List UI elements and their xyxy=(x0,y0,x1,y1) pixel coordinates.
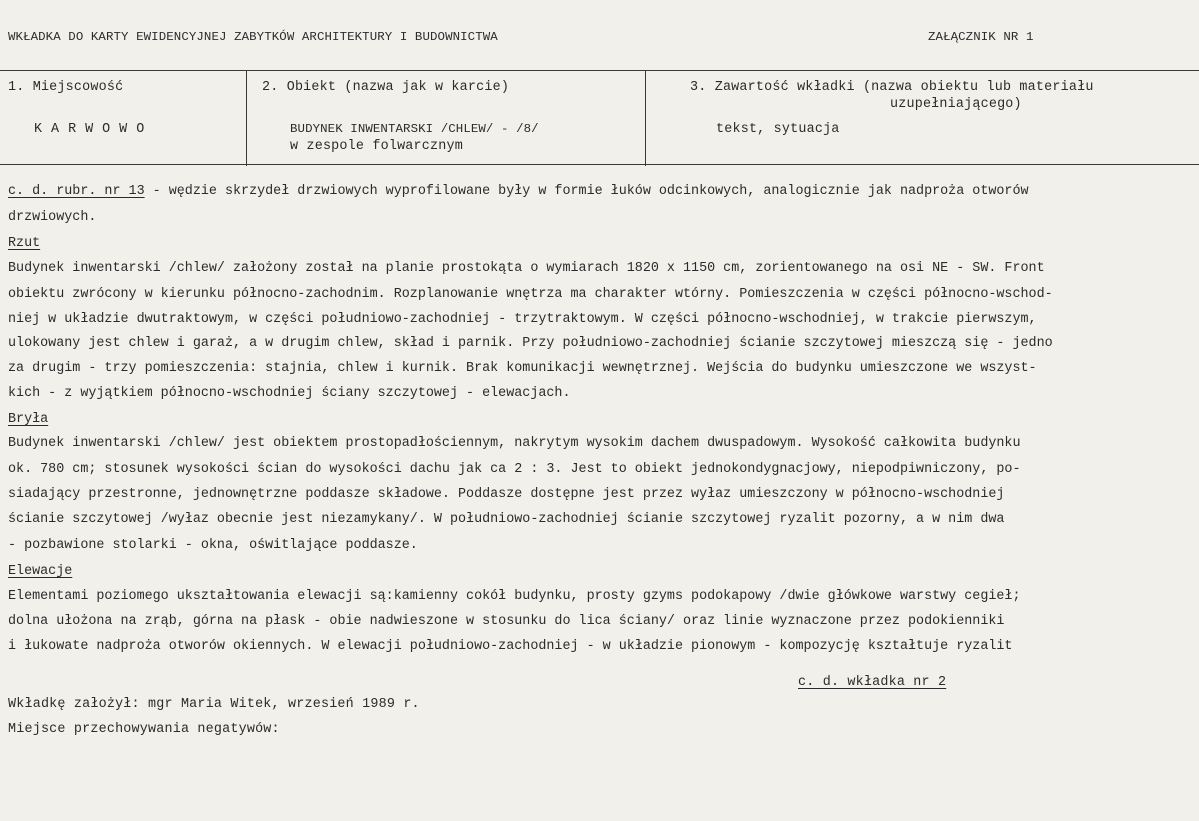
object-value-sub: w zespole folwarcznym xyxy=(290,139,463,154)
elewacje-line: dolna ułożona na zrąb, górna na płask - obie nadwieszone w stosunku do lica ściany/ oraz linie wyznaczone przez podokienniki xyxy=(8,614,1005,629)
object-label: 2. Obiekt (nazwa jak w karcie) xyxy=(262,80,510,95)
locality-label: 1. Miejscowość xyxy=(8,80,124,95)
section-heading-bryla: Bryła xyxy=(8,412,49,427)
bryla-line: ok. 780 cm; stosunek wysokości ścian do wysokości dachu jak ca 2 : 3. Jest to obiekt jednokondygnacjowy, niepodpiwniczony, po- xyxy=(8,462,1021,477)
rzut-line: ulokowany jest chlew i garaż, a w drugim chlew, skład i parnik. Przy południowo-zachodniej ścianie szczytowej mieszczą się - jedno xyxy=(8,336,1053,351)
elewacje-line: Elementami poziomego ukształtowania elewacji są:kamienny cokół budynku, prosty gzyms podokapowy /dwie główkowe warstwy cegieł; xyxy=(8,589,1021,604)
rzut-line: niej w układzie dwutraktowym, w części południowo-zachodniej - trzytraktowym. W części północno-wschodniej, w trakcie pierwszym, xyxy=(8,312,1037,327)
column-divider-2 xyxy=(645,70,646,166)
author-line: Wkładkę założył: mgr Maria Witek, wrzesień 1989 r. xyxy=(8,697,420,712)
contents-label: 3. Zawartość wkładki (nazwa obiektu lub materiału xyxy=(690,80,1094,95)
card-title: WKŁADKA DO KARTY EWIDENCYJNEJ ZABYTKÓW ARCHITEKTURY I BUDOWNICTWA xyxy=(8,30,498,44)
top-rule xyxy=(0,70,1199,71)
rzut-line: za drugim - trzy pomieszczenia: stajnia, chlew i kurnik. Brak komunikacji wewnętrznej. Wejścia do budynku umieszczone we wszyst- xyxy=(8,361,1037,376)
bryla-line: ścianie szczytowej /wyłaz obecnie jest niezamykany/. W południowo-zachodniej ścianie szczytowej ryzalit pozorny, a w nim dwa xyxy=(8,512,1005,527)
bryla-line: - pozbawione stolarki - okna, oświtlające poddasze. xyxy=(8,538,418,553)
bryla-line: Budynek inwentarski /chlew/ jest obiektem prostopadłościennym, nakrytym wysokim dachem dwuspadowym. Wysokość całkowita budynku xyxy=(8,436,1021,451)
reference-label: c. d. rubr. nr 13 xyxy=(8,184,145,199)
rzut-line: obiektu zwrócony w kierunku północno-zachodnim. Rozplanowanie wnętrza ma charakter wtórny. Pomieszczenia w części północno-wschod- xyxy=(8,287,1053,302)
section-heading-rzut: Rzut xyxy=(8,236,41,251)
bryla-line: siadający przestronne, jednownętrzne poddasze składowe. Poddasze dostępne jest przez wyłaz umieszczony w północno-wschodniej xyxy=(8,487,1005,502)
object-value: BUDYNEK INWENTARSKI /CHLEW/ - /8/ xyxy=(290,122,539,136)
locality-value: KARWOWO xyxy=(34,122,154,137)
elewacje-line: i łukowate nadproża otworów okiennych. W elewacji południowo-zachodniej - w układzie pionowym - kompozycję kształtuje ryzalit xyxy=(8,639,1013,654)
column-divider-1 xyxy=(246,70,247,166)
body-line-1 xyxy=(8,179,1193,205)
body-line-1-text: - wędzie skrzydeł drzwiowych wyprofilowane były w formie łuków odcinkowych, analogicznie jak nadproża otworów xyxy=(144,184,1029,199)
contents-value: tekst, sytuacja xyxy=(716,122,840,137)
section-heading-elewacje: Elewacje xyxy=(8,564,73,579)
contents-label-cont: uzupełniającego) xyxy=(890,97,1022,112)
rzut-line: Budynek inwentarski /chlew/ założony został na planie prostokąta o wymiarach 1820 x 1150 cm, zorientowanego na osi NE - SW. Front xyxy=(8,261,1045,276)
rzut-line: kich - z wyjątkiem północno-wschodniej ściany szczytowej - elewacjach. xyxy=(8,386,571,401)
continuation-note: c. d. wkładka nr 2 xyxy=(798,675,947,690)
body-line-2: drzwiowych. xyxy=(8,210,97,225)
form-bottom-rule xyxy=(0,164,1199,165)
annex-number: ZAŁĄCZNIK NR 1 xyxy=(928,30,1034,44)
negatives-location: Miejsce przechowywania negatywów: xyxy=(8,722,280,737)
